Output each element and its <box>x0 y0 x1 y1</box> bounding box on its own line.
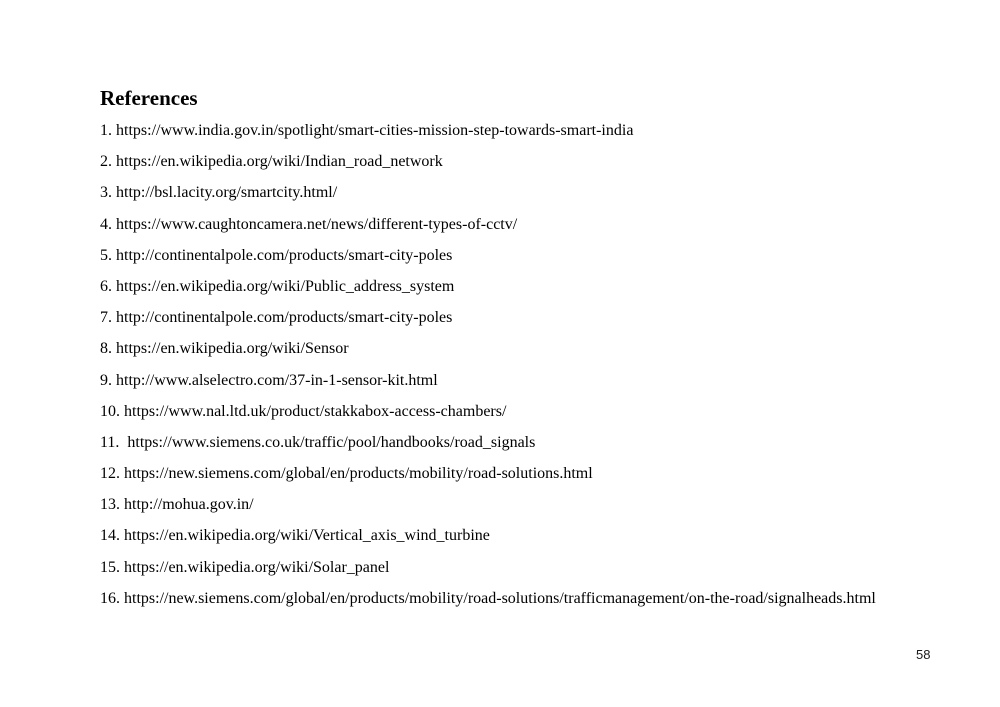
reference-item: 12. https://new.siemens.com/global/en/products/mobility/road-solutions.html <box>100 465 593 483</box>
reference-item: 6. https://en.wikipedia.org/wiki/Public_address_system <box>100 277 455 295</box>
reference-item: 4. https://www.caughtoncamera.net/news/different-types-of-cctv/ <box>100 215 518 233</box>
reference-item: 11. https://www.siemens.co.uk/traffic/pool/handbooks/road_signals <box>100 433 536 451</box>
reference-item: 7. http://continentalpole.com/products/smart-city-poles <box>100 309 453 327</box>
reference-item: 1. https://www.india.gov.in/spotlight/smart-cities-mission-step-towards-smart-india <box>100 122 634 139</box>
reference-list <box>100 115 940 614</box>
reference-item: 10. https://www.nal.ltd.uk/product/stakkabox-access-chambers/ <box>100 402 507 420</box>
reference-item: 16. https://new.siemens.com/global/en/products/mobility/road-solutions/trafficmanagement/on-the-road/signalheads.html <box>100 589 876 607</box>
page-number: 58 <box>916 647 931 662</box>
reference-item: 5. http://continentalpole.com/products/smart-city-poles <box>100 246 453 264</box>
reference-item: 2. https://en.wikipedia.org/wiki/Indian_road_network <box>100 153 443 171</box>
reference-item: 9. http://www.alselectro.com/37-in-1-sensor-kit.html <box>100 371 438 389</box>
reference-item: 8. https://en.wikipedia.org/wiki/Sensor <box>100 340 349 358</box>
reference-item: 13. http://mohua.gov.in/ <box>100 496 254 514</box>
page-title: References <box>100 86 198 110</box>
reference-item: 15. https://en.wikipedia.org/wiki/Solar_panel <box>100 558 390 576</box>
reference-item: 3. http://bsl.lacity.org/smartcity.html/ <box>100 184 338 202</box>
reference-item: 14. https://en.wikipedia.org/wiki/Vertical_axis_wind_turbine <box>100 527 490 545</box>
